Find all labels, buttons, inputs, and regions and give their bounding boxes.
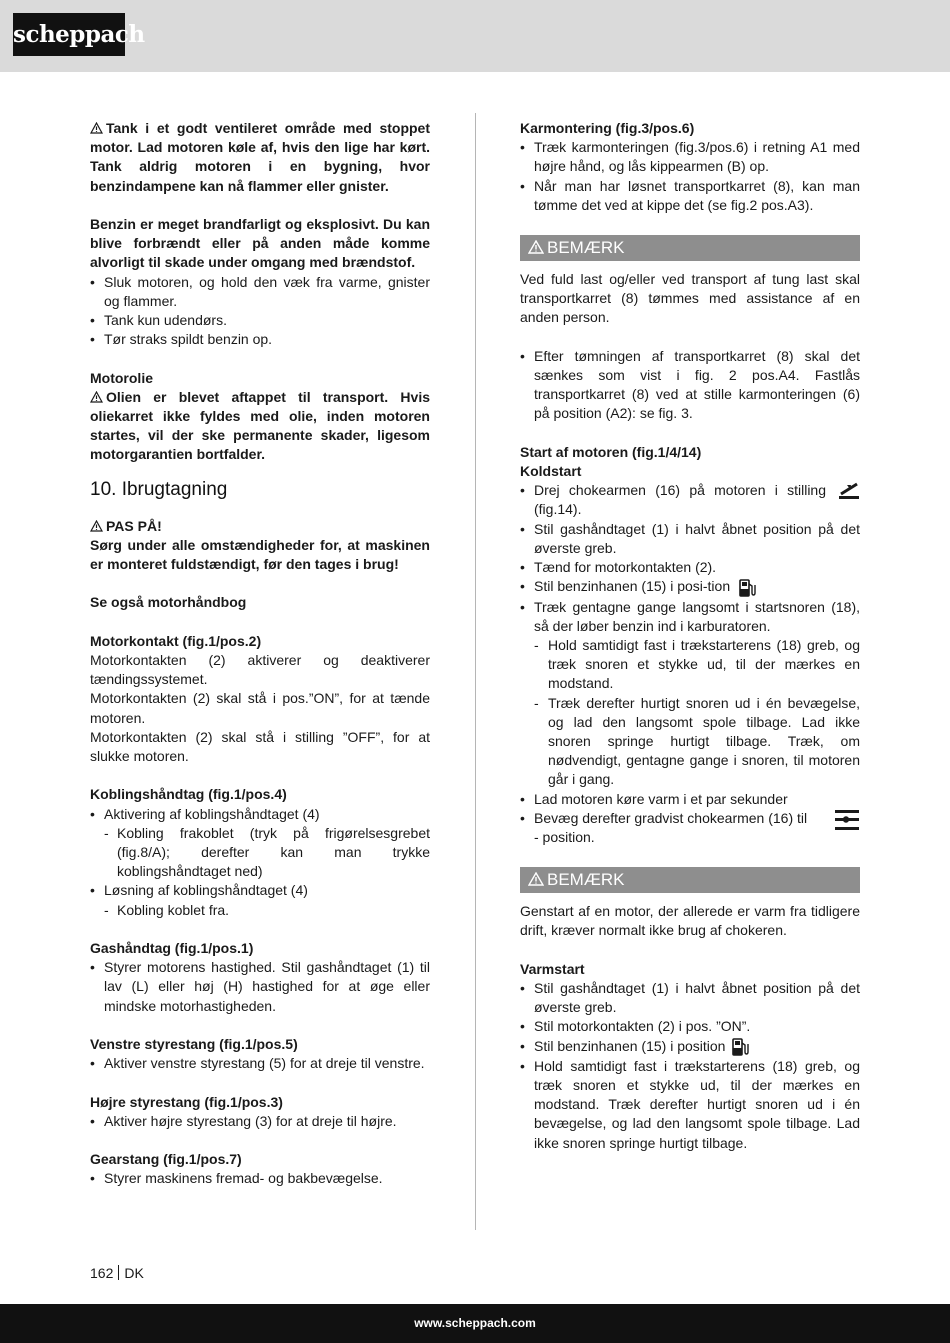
koldstart-list	[520, 481, 860, 847]
page-number: 162 DK	[90, 1265, 144, 1281]
column-divider	[475, 113, 476, 1230]
list-item: • Bevæg derefter gradvist chokearmen (16) til - position.	[520, 809, 860, 847]
paragraph: Motorkontakten (2) aktiverer og deaktiverer tændingssystemet.	[90, 652, 430, 688]
website-link[interactable]: www.scheppach.com	[414, 1316, 536, 1330]
tank-warning: Tank i et godt ventileret område med stoppet motor. Lad motoren køle af, hvis den lige har kørt. Tank aldrig motoren i en bygning, hvor benzindampene kan nå flammer eller gnister.	[90, 120, 430, 194]
list-item: • Styrer maskinens fremad- og bakbevægelse.	[90, 1169, 430, 1188]
gas-heading: Gashåndtag (fig.1/pos.1)	[90, 940, 254, 957]
warning-icon	[90, 391, 103, 403]
list-item: • Sluk motoren, og hold den væk fra varme, gnister og flammer.	[90, 273, 430, 311]
bemaerk-text: Genstart af en motor, der allerede er varm fra tidligere drift, kræver normalt ikke brug af chokeren.	[520, 903, 860, 939]
paragraph: Motorkontakten (2) skal stå i stilling ”OFF”, for at slukke motoren.	[90, 728, 430, 765]
warning-icon	[90, 520, 103, 532]
warning-icon	[528, 872, 544, 886]
list-item: • Når man har løsnet transportkarret (8), kan man tømme det ved at kippe det (se fig.2 pos.A3).	[520, 177, 860, 215]
bemaerk-box: BEMÆRK	[520, 235, 860, 261]
list-item: • Tank kun udendørs.	[90, 311, 430, 330]
choke-open-icon	[834, 809, 860, 831]
list-item: • Drej chokearmen (16) på motoren i stilling (fig.14).	[520, 481, 860, 519]
section-title: 10. Ibrugtagning	[90, 478, 228, 500]
list-item: • Lad motoren køre varm i et par sekunder	[520, 790, 860, 809]
list-item: • Træk gentagne gange langsomt i startsnoren (18), så der løber benzin ind i karburatoren.	[520, 598, 860, 636]
list-item: • Træk karmonteringen (fig.3/pos.6) i retning A1 med højre hånd, og lås kippearmen (B) op.	[520, 138, 860, 176]
kar-list	[520, 138, 860, 215]
fuel-pump-icon	[731, 1037, 749, 1057]
page-header	[0, 0, 950, 72]
list-item: • Stil benzinhanen (15) i posi-tion	[520, 577, 860, 597]
list-item: • Aktiver højre styrestang (3) for at dreje til højre.	[90, 1112, 430, 1131]
brand-logo: scheppach	[13, 13, 125, 56]
list-item: • Stil gashåndtaget (1) i halvt åbnet position på det øverste greb.	[520, 979, 860, 1017]
list-subitem: - Kobling frakoblet (tryk på frigørelsesgrebet (fig.8/A); derefter kan man trykke koblingshåndtaget ned)	[90, 824, 430, 882]
list-subitem: - Kobling koblet fra.	[90, 901, 430, 920]
varmstart-heading: Varmstart	[520, 960, 585, 977]
varmstart-list	[520, 979, 860, 1153]
pas-paa-text: Sørg under alle omstændigheder for, at maskinen er monteret fuldstændigt, før den tages i brug!	[90, 536, 430, 573]
page-footer	[0, 1304, 950, 1343]
hojre-list	[90, 1112, 430, 1131]
gear-list	[90, 1169, 430, 1188]
venstre-heading: Venstre styrestang (fig.1/pos.5)	[90, 1036, 298, 1053]
kobling-list	[90, 805, 430, 920]
gas-list	[90, 958, 430, 1016]
bemaerk-box: BEMÆRK	[520, 867, 860, 893]
start-heading: Start af motoren (fig.1/4/14)	[520, 443, 702, 460]
motorolie-warning: Olien er blevet aftappet til transport. Hvis oliekarret ikke fyldes med olie, inden motoren startes, vil der ske permanente skader, ligesom motorgarantien bortfalder.	[90, 388, 430, 463]
separator	[118, 1265, 119, 1280]
list-subitem: - Træk derefter hurtigt snoren ud i én bevægelse, og lad den langsomt spole tilbage. Lad ikke snoren springe hurtigt tilbage. Træk, om nødvendigt, gentagne gange i snoren, til motoren går i gang.	[534, 694, 860, 790]
benzin-warning: Benzin er meget brandfarligt og eksplosivt. Du kan blive forbrændt eller på anden måde komme alvorligt til skade under omgang med brændstof.	[90, 216, 430, 271]
list-item: • Tør straks spildt benzin op.	[90, 330, 430, 349]
list-item: • Efter tømningen af transportkarret (8) skal det sænkes som vist i fig. 2 pos.A4. Fastlås transportkarret (8) ved at stille karmonteringen (6) på position (A2): se fig. 3.	[520, 347, 860, 424]
choke-closed-icon	[838, 481, 860, 501]
kar-heading: Karmontering (fig.3/pos.6)	[520, 120, 695, 136]
kobling-heading: Koblingshåndtag (fig.1/pos.4)	[90, 786, 287, 803]
list-item: • Stil benzinhanen (15) i position	[520, 1037, 860, 1057]
pas-paa-heading: PAS PÅ!	[90, 517, 430, 536]
fuel-pump-icon	[738, 578, 756, 598]
warning-icon	[90, 122, 103, 134]
right-column	[520, 119, 860, 1153]
motorolie-heading: Motorolie	[90, 369, 153, 386]
list-item: • Styrer motorens hastighed. Stil gashåndtaget (1) til lav (L) eller høj (H) hastighed for at øge eller mindske motorhastigheden.	[90, 958, 430, 1016]
list-item: • Tænd for motorkontakten (2).	[520, 558, 860, 577]
warning-icon	[528, 240, 544, 254]
benzin-list	[90, 273, 430, 350]
list-item: • Stil motorkontakten (2) i pos. ”ON”.	[520, 1017, 860, 1036]
se-ogsaa: Se også motorhåndbog	[90, 594, 247, 611]
left-column	[90, 119, 430, 1189]
list-item: • Aktivering af koblingshåndtaget (4)	[90, 805, 430, 824]
list-item: • Løsning af koblingshåndtaget (4)	[90, 881, 430, 900]
venstre-list	[90, 1054, 430, 1073]
bemaerk-text: Ved fuld last og/eller ved transport af tung last skal transportkarret (8) tømmes med assistance af en anden person.	[520, 271, 860, 326]
motorkontakt-heading: Motorkontakt (fig.1/pos.2)	[90, 632, 262, 649]
list-subitem: - Hold samtidigt fast i trækstarterens (18) greb, og træk snoren et stykke ud, til der mærkes en modstand.	[534, 636, 860, 694]
paragraph: Motorkontakten (2) skal stå i pos.”ON”, for at tænde motoren.	[90, 690, 430, 726]
gear-heading: Gearstang (fig.1/pos.7)	[90, 1151, 242, 1168]
hojre-heading: Højre styrestang (fig.1/pos.3)	[90, 1093, 283, 1110]
list-item: • Aktiver venstre styrestang (5) for at dreje til venstre.	[90, 1054, 430, 1073]
list-item: • Stil gashåndtaget (1) i halvt åbnet position på det øverste greb.	[520, 520, 860, 558]
list-item: • Hold samtidigt fast i trækstarterens (18) greb, og træk snoren et stykke ud, til der mærkes en modstand. Træk derefter hurtigt snoren ud i én bevægelse, og lad den langsomt spole tilbage. Lad ikke snoren springe hurtigt tilbage.	[520, 1057, 860, 1153]
efter-list	[520, 347, 860, 424]
koldstart-heading: Koldstart	[520, 463, 582, 480]
